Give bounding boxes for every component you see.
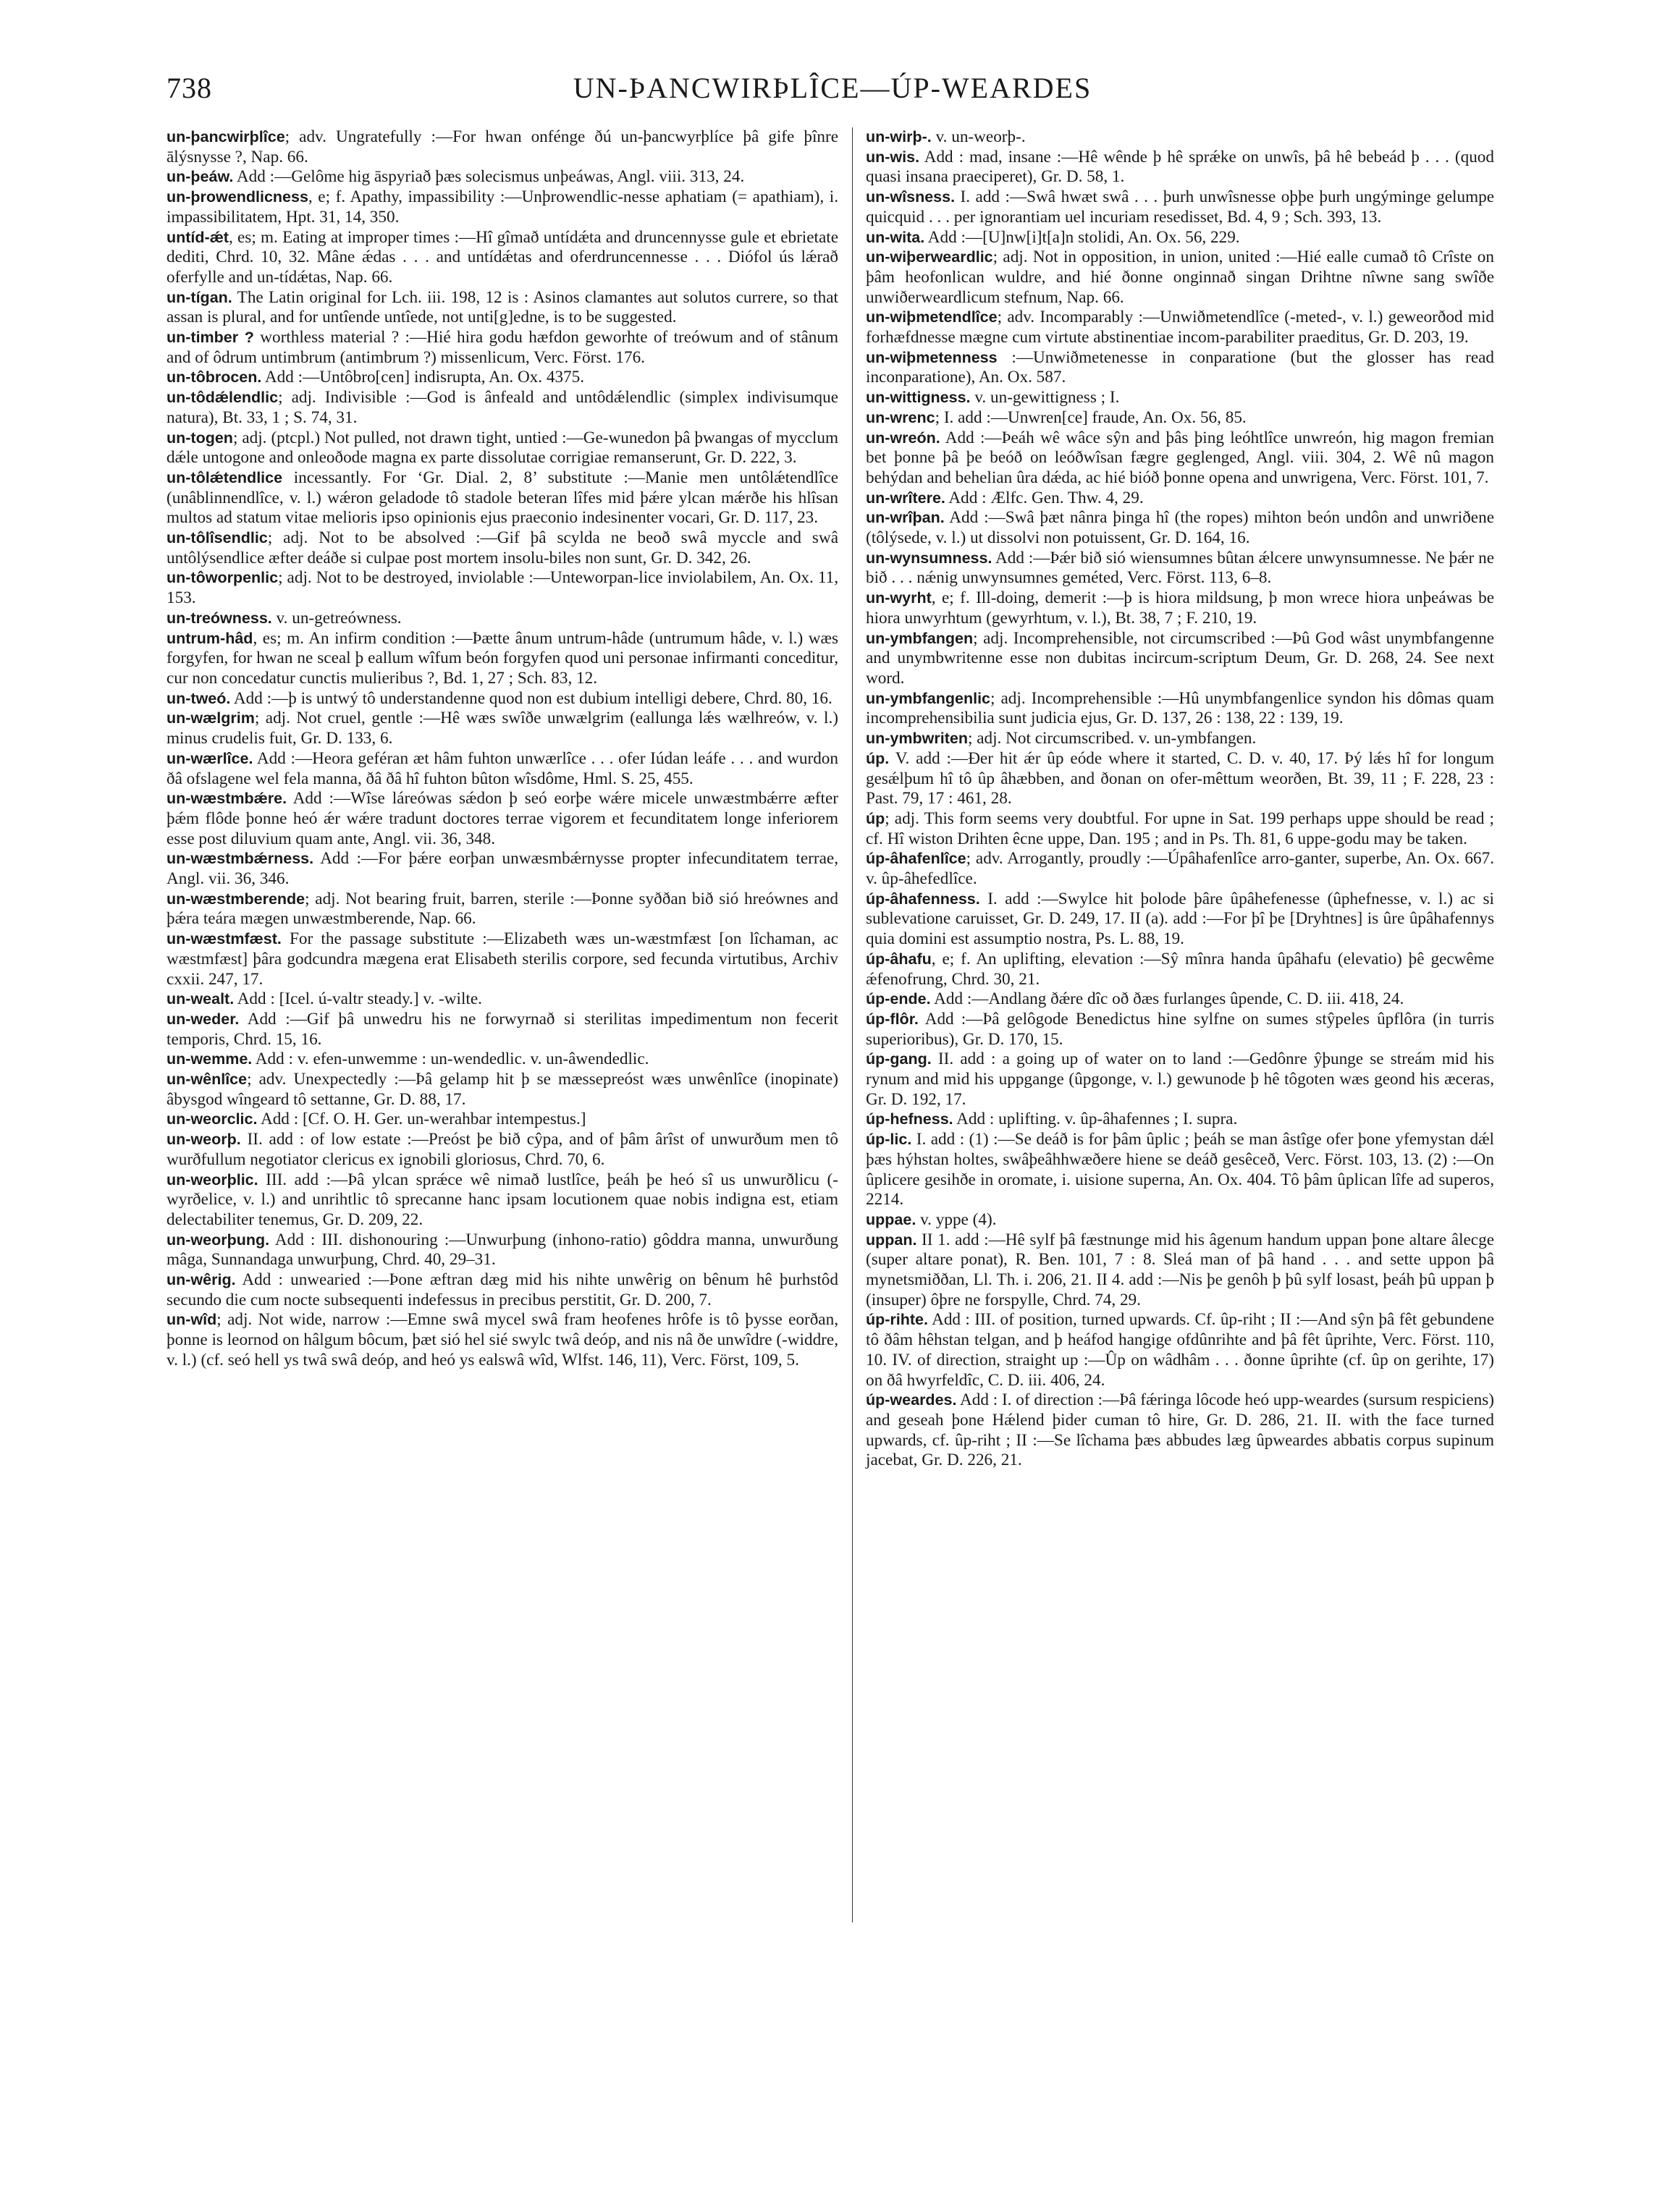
entry-text: ; adj. Incomprehensible, not circumscribed :—Þû God wâst unymbfangenne and unymbwritenne esse non dubitas incircum-scriptum Deum, Gr. D. 268, 24. See next word. xyxy=(866,628,1494,688)
dictionary-entry xyxy=(166,1110,838,1130)
dictionary-entry xyxy=(166,1310,838,1370)
running-head: UN-ÞANCWIRÞLÎCE—ÚP-WEARDES xyxy=(573,72,1092,104)
dictionary-entry xyxy=(166,890,838,929)
entry-headword: un-wiþmetenness xyxy=(866,348,998,366)
entry-headword: un-wiþerweardlic xyxy=(866,248,993,266)
entry-headword: un-wærlîce. xyxy=(166,749,253,767)
entry-text: Add :—Þâ gelôgode Benedictus hine sylfne on sumes stŷpeles ûpflôra (in turris superioribus), Gr. D. 170, 15. xyxy=(866,1009,1494,1049)
entry-text: Add : I. of direction :—Þâ fǽringa lôcode heó upp-weardes (sursum respiciens) and geseah þone Hǽlend þider cuman tô hire, Gr. D. 286, 21. II. with the face turned upwards, cf. ûp-riht ; II :—Se lîchama þæs abbudes læg ûpweardes abbatis corpus supinum jacebat, Gr. D. 226, 21. xyxy=(866,1390,1494,1470)
dictionary-entry xyxy=(166,709,838,748)
entry-headword: un-weorþung. xyxy=(166,1230,270,1249)
entry-headword: un-wrîtere. xyxy=(866,489,945,507)
dictionary-entry xyxy=(866,809,1494,849)
dictionary-entry xyxy=(866,489,1494,509)
entry-headword: úp. xyxy=(866,749,890,767)
dictionary-entry xyxy=(866,127,1494,148)
entry-text: ; adj. (ptcpl.) Not pulled, not drawn tight, untied :—Ge-wunedon þâ þwangas of mycclum dǽle untogone and onleoðode magna ex parte dissolutae corrigiae remanserunt, Gr. D. 222, 3. xyxy=(166,428,838,468)
dictionary-entry xyxy=(866,1210,1494,1230)
entry-text: , es; m. An infirm condition :—Þætte ânum untrum-hâde (untrumum hâde, v. l.) wæs forgyfen, for hwan ne sceal þ eallum wîfum beón forgyfen quod uni personae infirmanti conceditur, cur non concedatur cunctis mulieribus ?, Bd. 1, 27 ; Sch. 83, 12. xyxy=(166,628,838,688)
dictionary-entry xyxy=(166,849,838,889)
entry-headword: untíd-ǽt xyxy=(166,228,229,246)
dictionary-entry xyxy=(866,588,1494,628)
dictionary-entry xyxy=(166,368,838,388)
dictionary-entry xyxy=(166,1050,838,1070)
dictionary-entry xyxy=(866,849,1494,889)
dictionary-entry xyxy=(166,388,838,428)
dictionary-entry xyxy=(166,689,838,709)
entry-headword: un-tôbrocen. xyxy=(166,368,262,387)
entry-text: ; adj. Not to be destroyed, inviolable :—Unteworpan-lice inviolabilem, An. Ox. 11, 153. xyxy=(166,568,838,608)
entry-headword: úp-âhafenlîce xyxy=(866,850,966,868)
entry-text: Add : uplifting. v. ûp-âhafennes ; I. supra. xyxy=(953,1110,1238,1129)
entry-headword: un-wælgrim xyxy=(166,709,255,727)
entry-headword: un-wittigness. xyxy=(866,389,971,407)
entry-headword: un-wæstmbǽrness. xyxy=(166,850,314,868)
dictionary-entry xyxy=(166,288,838,328)
entry-text: ; adj. Not bearing fruit, barren, sterile :—Þonne syððan bið sió hreównes and þǽra teára mægen unwæstmberende, Nap. 66. xyxy=(166,889,838,929)
column-divider xyxy=(852,127,853,1922)
entry-headword: un-þrowendlicness xyxy=(166,188,308,206)
entry-headword: un-weder. xyxy=(166,1010,240,1028)
dictionary-entry xyxy=(866,148,1494,187)
entry-text: v. un-gewittigness ; I. xyxy=(970,388,1120,408)
dictionary-entry xyxy=(166,187,838,227)
dictionary-entry xyxy=(166,1130,838,1170)
entry-text: ; adv. Unexpectedly :—Þâ gelamp hit þ se mæssepreóst wæs unwênlîce (inopinate) âbysgod wîngeard tô settanne, Gr. D. 88, 17. xyxy=(166,1070,838,1109)
entry-headword: úp-lic. xyxy=(866,1131,912,1149)
entry-text: ; adj. Not to be absolved :—Gif þâ scylda ne beoð swâ myccle and swâ untôlýsendlice æfter deáðe si culpae post mortem insolu-biles non sunt, Gr. D. 342, 26. xyxy=(166,528,838,567)
dictionary-entry xyxy=(166,629,838,689)
entry-headword: un-wealt. xyxy=(166,990,235,1008)
entry-headword: un-wis. xyxy=(866,148,920,166)
entry-text: ; adj. Not cruel, gentle :—Hê wæs swîðe unwælgrim (eallunga lǽs wælhreów, v. l.) minus crudelis fuit, Gr. D. 133, 6. xyxy=(166,709,838,748)
entry-text: Add : unwearied :—Þone æftran dæg mid his nihte unwêrig on bênum hê þurhstôd secundo die cum nocte subsequenti indefessus in precibus perstitit, Gr. D. 200, 7. xyxy=(166,1270,838,1309)
dictionary-entry xyxy=(866,248,1494,308)
page-number: 738 xyxy=(166,72,212,104)
entry-text: II. add : a going up of water on to land :—Gedônre ŷþunge se streám mid his rynum and mid his uppgange (ûpgonge, v. l.) gewunode þ hê tôgoten wæs geond his æceras, Gr. D. 192, 17. xyxy=(866,1050,1494,1109)
entry-text: Add :—[U]nw[i]t[a]n stolidi, An. Ox. 56, 229. xyxy=(924,227,1240,247)
entry-headword: un-wyrht xyxy=(866,589,932,607)
dictionary-entry xyxy=(166,1270,838,1310)
entry-text: ; adj. Not in opposition, in union, united :—Hié ealle cumað tô Crîste on þâm heofonlican wuldre, and hié ðonne onginnað singan Drihtne nîwne sang swîðe unwiðerweardlicum stefnum, Nap. 66. xyxy=(866,248,1494,307)
entry-text: , e; f. Apathy, impassibility :—Unþrowendlic-nesse aphatiam (= apathiam), i. impassibilitatem, Hpt. 31, 14, 350. xyxy=(166,187,838,227)
entry-text: ; adj. Indivisible :—God is ânfeald and untôdǽlendlic (simplex indivisumque natura), Bt. 33, 1 ; S. 74, 31. xyxy=(166,388,838,427)
entry-headword: un-wæstmberende xyxy=(166,890,305,908)
entry-headword: úp-âhafu xyxy=(866,950,932,968)
dictionary-entry xyxy=(866,629,1494,689)
entry-headword: úp xyxy=(866,809,885,827)
dictionary-entry xyxy=(866,950,1494,989)
entry-headword: un-tôdǽlendlic xyxy=(166,389,279,407)
entry-text: v. un-weorþ-. xyxy=(931,127,1026,146)
dictionary-entry xyxy=(166,609,838,629)
entry-text: I. add :—Swâ hwæt swâ . . . þurh unwîsnesse oþþe þurh ungýminge gelumpe quicquid . . . per ignorantiam uel incuriam resedisset, Bd. 4, 9 ; Sch. 393, 13. xyxy=(866,187,1494,227)
entry-text: ; adv. Arrogantly, proudly :—Úpâhafenlîce arro-ganter, superbe, An. Ox. 667. v. ûp-âhefedlîce. xyxy=(866,849,1494,889)
entry-text: :—Unwiðmetenesse in conparatione (but the glosser has read inconparatione), An. Ox. 587. xyxy=(866,347,1494,387)
entry-headword: un-wynsumness. xyxy=(866,549,992,567)
entry-text: ; adv. Ungratefully :—For hwan onfénge ðú un-þancwyrþlíce þâ gife þînre ālýsnysse ?, Nap. 66. xyxy=(166,127,838,166)
dictionary-entry xyxy=(866,408,1494,429)
entry-headword: un-weorclic. xyxy=(166,1110,258,1128)
dictionary-entry xyxy=(166,1010,838,1050)
entry-text: ; adj. Not circumscribed. v. un-ymbfangen. xyxy=(967,729,1257,748)
dictionary-entry xyxy=(166,429,838,468)
dictionary-entry xyxy=(166,328,838,368)
entry-text: , es; m. Eating at improper times :—Hî gîmað untídǽta and druncennysse gule et ebrietate dediti, Chrd. 10, 32. Mâne ǽdas . . . and untídǽtas and oferdruncennesse . . . Diófol ús lǽrað oferfylle and un-tídǽtas, Nap. 66. xyxy=(166,227,838,287)
dictionary-entry xyxy=(166,1070,838,1110)
entry-headword: úp-ende. xyxy=(866,990,931,1008)
dictionary-entry xyxy=(166,1170,838,1230)
entry-headword: un-tôlǽtendlice xyxy=(166,468,283,486)
entry-text: , e; f. An uplifting, elevation :—Sŷ mînra handa ûpâhafu (elevatio) þê gecwême ǽfenofrung, Chrd. 30, 21. xyxy=(866,949,1494,989)
dictionary-entry xyxy=(866,388,1494,408)
entry-headword: uppan. xyxy=(866,1230,917,1249)
entry-headword: un-ymbfangenlic xyxy=(866,689,991,707)
entry-text: ; adj. Incomprehensible :—Hû unymbfangenlice syndon his dômas quam incomprehensibilia sunt judicia ejus, Gr. D. 137, 26 : 138, 22 : 139, 19. xyxy=(866,688,1494,728)
dictionary-entry xyxy=(166,228,838,288)
entry-headword: un-wæstmfæst. xyxy=(166,930,282,948)
entry-headword: un-weorþ. xyxy=(166,1131,241,1149)
entry-text: Add :—Gif þâ unwedru his ne forwyrnað si sterilitas impedimentum non fecerit temporis, Chrd. 15, 16. xyxy=(166,1009,838,1049)
entry-headword: un-treówness. xyxy=(166,609,272,627)
entry-headword: un-wîd xyxy=(166,1311,217,1329)
entry-text: , e; f. Ill-doing, demerit :—þ is hiora mildsung, þ mon wrece hiora unþeáwas be hiora unwyrhtum (gewyrhtum, v. l.), Bt. 38, 7 ; F. 210, 19. xyxy=(866,588,1494,628)
entry-text: Add :—Swâ þæt nânra þinga hî (the ropes) mihton beón undôn and unwriðene (tôlýsede, v. l.) ut dissolvi non potuissent, Gr. D. 164, 16. xyxy=(866,508,1494,548)
entry-headword: úp-hefness. xyxy=(866,1110,953,1128)
dictionary-entry xyxy=(866,1130,1494,1210)
entry-text: III. add :—Þâ ylcan sprǽce wê nimað lustlîce, þeáh þe heó sî us unwurðlicu (-wyrðelice, v. l.) and unrihtlic tô sprecanne hanc ipsam locutionem quae nobis indigna est, etiam delectabiliter tenemus, Gr. D. 209, 22. xyxy=(166,1170,838,1229)
page-header xyxy=(166,71,1498,114)
entry-text: For the passage substitute :—Elizabeth wæs un-wæstmfæst [on lîchaman, ac wæstmfæst] þâra godcundra mægena erat Elisabeth sterilis corpore, sed fecunda virtutibus, Archiv cxxii. 247, 17. xyxy=(166,929,838,989)
entry-text: ; adj. This form seems very doubtful. For upne in Sat. 199 perhaps uppe should be read ; cf. Hî wiston Drihten êcne uppe, Dan. 195 ; and in Ps. Th. 81, 6 uppe-godu may be taken. xyxy=(866,809,1494,848)
dictionary-entry xyxy=(866,729,1494,749)
entry-text: v. un-getreówness. xyxy=(271,608,402,628)
entry-text: Add : III. of position, turned upwards. Cf. ûp-riht ; II :—And sŷn þâ fêt gebundene tô ðâm hêhstan telgan, and þ heáfod hangige ofdûnrihte and þâ fêt ûprihte, Verc. Först. 110, 10. IV. of direction, straight up :—Ûp on wâdhâm . . . ðonne ûprihte (cf. ûp on gerihte, 17) on ðâ hwyrfeldîc, C. D. iii. 406, 24. xyxy=(866,1310,1494,1390)
dictionary-entry xyxy=(866,1390,1494,1471)
dictionary-entry xyxy=(866,308,1494,347)
entry-headword: un-tôlîsendlic xyxy=(166,529,268,547)
entry-headword: un-wirþ-. xyxy=(866,128,932,145)
entry-headword: uppae. xyxy=(866,1210,916,1228)
dictionary-entry xyxy=(166,749,838,789)
entry-text: Add :—For þǽre eorþan unwæsmbǽrnysse propter infecunditatem terrae, Angl. vii. 36, 346. xyxy=(166,849,838,889)
dictionary-entry xyxy=(866,1230,1494,1311)
entry-headword: úp-weardes. xyxy=(866,1391,957,1409)
dictionary-entry xyxy=(866,1310,1494,1390)
entry-headword: un-wîsness. xyxy=(866,188,956,206)
entry-headword: úp-gang. xyxy=(866,1050,932,1068)
dictionary-entry xyxy=(866,689,1494,729)
entry-headword: un-þeáw. xyxy=(166,168,234,186)
entry-headword: un-þancwirþlîce xyxy=(166,128,285,145)
entry-headword: un-togen xyxy=(166,429,233,447)
entry-headword: un-tôworpenlic xyxy=(166,569,279,587)
entry-headword: un-wêrig. xyxy=(166,1271,236,1289)
entry-headword: un-ymbfangen xyxy=(866,629,974,647)
entry-text: Add :—Untôbro[cen] indisrupta, An. Ox. 4375. xyxy=(261,368,585,387)
dictionary-entry xyxy=(166,989,838,1010)
entry-text: The Latin original for Lch. iii. 198, 12 is : Asinos clamantes aut solutos currere, so that assan is plural, and for untîende untîede, not unti[g]edne, is to be suggested. xyxy=(166,287,838,327)
dictionary-entry xyxy=(166,568,838,608)
entry-text: Add : [Cf. O. H. Ger. un-werahbar intempestus.] xyxy=(257,1110,586,1129)
entry-text: Add : mad, insane :—Hê wênde þ hê sprǽke on unwîs, þâ hê bebeád þ . . . (quod quasi insana praeciperet), Gr. D. 58, 1. xyxy=(866,147,1494,187)
entry-headword: un-ymbwriten xyxy=(866,730,968,748)
dictionary-entry xyxy=(866,187,1494,227)
entry-text: Add :—Þǽr bið sió wiensumnes bûtan ǽlcere unwynsumnesse. Ne þǽr ne bið . . . nǽnig unwynsumnes geméted, Verc. Först. 113, 6–8. xyxy=(866,548,1494,588)
entry-headword: untrum-hâd xyxy=(166,629,253,647)
dictionary-entry xyxy=(166,789,838,849)
right-column xyxy=(866,127,1494,1471)
entry-headword: un-wæstmbǽre. xyxy=(166,790,287,808)
dictionary-entry xyxy=(866,549,1494,588)
dictionary-entry xyxy=(166,929,838,989)
entry-text: I. add :—Swylce hit þolode þâre ûpâhefenesse (ûphefnesse, v. l.) ac si sublevatione caruisset, Gr. D. 249, 17. II (a). add :—For þî þe [Dryhtnes] is ûre ûpâhafennys quia domini est assumptio nostra, Ps. L. 88, 19. xyxy=(866,889,1494,949)
entry-headword: un-wemme. xyxy=(166,1050,253,1068)
entry-text: Add :—Wîse láreówas sǽdon þ seó eorþe wǽre micele unwæstmbǽrre æfter þǽm flôde þonne heó ǽr wǽre tradunt doctores terrae vigorem et fecunditatem longe inferiorem esse post diluvium quam ante, Angl. vii. 36, 348. xyxy=(166,789,838,848)
entry-text: II 1. add :—Hê sylf þâ fæstnunge mid his âgenum handum uppan þone altare âlecge (super altare ponat), R. Ben. 101, 7 : 8. Sleá man of þâ hand . . . and sette uppon þâ mynetsmiððan, Ll. Th. i. 206, 21. II 4. add :—Nis þe genôh þ þû sylf losast, þeáh þû uppan þ (insuper) ôþre ne forspylle, Chrd. 74, 29. xyxy=(866,1230,1494,1309)
entry-text: v. yppe (4). xyxy=(916,1210,997,1229)
entry-text: Add : III. dishonouring :—Unwurþung (inhono-ratio) gôddra manna, unwurðung mâga, Sunnandaga unwurþung, Chrd. 40, 29–31. xyxy=(166,1230,838,1270)
entry-text: worthless material ? :—Hié hira godu hæfdon geworhte of treówum and of stânum and of ôdrum untimbrum (antimbrum ?) missenlicum, Verc. Först. 176. xyxy=(166,328,838,367)
entry-headword: un-wênlîce xyxy=(166,1071,248,1089)
entry-text: Add : v. efen-unwemme : un-wendedlic. v. un-âwendedlic. xyxy=(252,1050,649,1069)
dictionary-entry xyxy=(866,348,1494,388)
entry-headword: un-timber ? xyxy=(166,329,254,347)
entry-headword: úp-flôr. xyxy=(866,1010,919,1028)
left-column xyxy=(166,127,838,1371)
entry-text: I. add : (1) :—Se deáð is for þâm ûplic ; þeáh se man âstîge ofer þone yfemystan dǽl þæs hýhstan holtes, swâþeâhhwæðere hiene se deáð gesêceð, Verc. Först. 103, 13. (2) :—On ûplicere gesihðe in oromate, i. uisione superna, An. Ox. 404. Tô þâm ûplican lîfe ad superos, 2214. xyxy=(866,1130,1494,1210)
entry-text: ; adv. Incomparably :—Unwiðmetendlîce (-meted-, v. l.) geweorðod mid forhæfdnesse mægne cum virtute abstinentiae incom-parabiliter praeditus, Gr. D. 203, 19. xyxy=(866,308,1494,347)
entry-text: Add : [Icel. ú-valtr steady.] v. -wilte. xyxy=(234,989,482,1009)
dictionary-entry xyxy=(866,429,1494,489)
entry-headword: un-weorþlic. xyxy=(166,1170,258,1189)
dictionary-entry xyxy=(166,468,838,528)
entry-headword: un-wrenc xyxy=(866,408,935,426)
entry-text: Add :—þ is untwý tô understandenne quod non est dubium intelligi debere, Chrd. 80, 16. xyxy=(230,688,832,708)
entry-headword: un-tígan. xyxy=(166,288,232,306)
dictionary-entry xyxy=(866,890,1494,950)
dictionary-entry xyxy=(866,508,1494,548)
dictionary-entry xyxy=(866,1110,1494,1130)
entry-text: II. add : of low estate :—Preóst þe bið cŷpa, and of þâm ârîst of unwurðum men tô wurðfullum negotiator clericus ex ignobili gloriosus, Chrd. 70, 6. xyxy=(166,1130,838,1169)
entry-headword: un-wita. xyxy=(866,228,925,246)
dictionary-entry xyxy=(866,989,1494,1010)
entry-text: incessantly. For ‘Gr. Dial. 2, 8’ substitute :—Manie men untôlǽtendlîce (unâblinnendlîce, v. l.) wǽron geladode tô stadole beteran lîfes mid þǽre ylcan mǽrðe his hlîsan multos ad statum vitae melioris ipso opinionis ejus praeconio indesinenter vocari, Gr. D. 117, 23. xyxy=(166,468,838,528)
dictionary-entry xyxy=(166,1230,838,1270)
dictionary-entry xyxy=(866,749,1494,809)
entry-text: Add :—Andlang ðǽre dîc oð ðæs furlanges ûpende, C. D. iii. 418, 24. xyxy=(930,989,1404,1009)
dictionary-entry xyxy=(866,228,1494,248)
entry-text: ; I. add :—Unwren[ce] fraude, An. Ox. 56, 85. xyxy=(935,408,1247,427)
entry-text: Add :—Gelôme hig āspyriað þæs solecismus unþeáwas, Angl. viii. 313, 24. xyxy=(233,167,745,187)
dictionary-entry xyxy=(866,1050,1494,1110)
entry-headword: un-wiþmetendlîce xyxy=(866,308,998,326)
entry-headword: úp-rihte. xyxy=(866,1311,928,1329)
entry-headword: un-tweó. xyxy=(166,689,231,707)
entry-text: Add :—Þeáh wê wâce sŷn and þâs þing leóhtlîce unwreón, hig magon fremian bet þonne þâ þe beóð on leóðwîsan fægre geglenged, Angl. viii. 304, 2. Wê nû magon behýdan and behelian ûra dǽda, ac hié bióð þonne opena and unwrigena, Verc. Först. 101, 7. xyxy=(866,428,1494,487)
dictionary-entry xyxy=(166,528,838,568)
entry-headword: úp-âhafenness. xyxy=(866,890,980,908)
entry-text: V. add :—Ðer hit ǽr ûp eóde where it started, C. D. v. 40, 17. Þý lǽs hî for longum gesǽlþum hî tô ûp âhæbben, and ðonan on ofer-mêttum weorðen, Bt. 39, 11 ; F. 228, 23 : Past. 79, 17 : 461, 28. xyxy=(866,748,1494,809)
entry-text: ; adj. Not wide, narrow :—Emne swâ mycel swâ fram heofenes hrôfe is tô þysse eorðan, þonne is leornod on hâlgum bôcum, þæt sió hel sié swylc twâ deóp, and nis nâ ðe unwîdre (-widdre, v. l.) (cf. seó hell ys twâ swâ deóp, and heó ys ealswâ wîd, Wlfst. 146, 11), Verc. Först, 109, 5. xyxy=(166,1310,838,1369)
dictionary-entry xyxy=(166,167,838,187)
dictionary-entry xyxy=(866,1010,1494,1050)
entry-text: Add : Ælfc. Gen. Thw. 4, 29. xyxy=(945,488,1144,507)
dictionary-entry xyxy=(166,127,838,167)
entry-text: Add :—Heora geféran æt hâm fuhton unwærlîce . . . ofer Iúdan leáfe . . . and wurdon ðâ ofslagene wel fela manna, ðâ ðâ hî fuhton bûton wîsdôme, Hml. S. 25, 455. xyxy=(166,748,838,788)
entry-headword: un-wreón. xyxy=(866,429,940,447)
entry-headword: un-wrîþan. xyxy=(866,509,945,527)
